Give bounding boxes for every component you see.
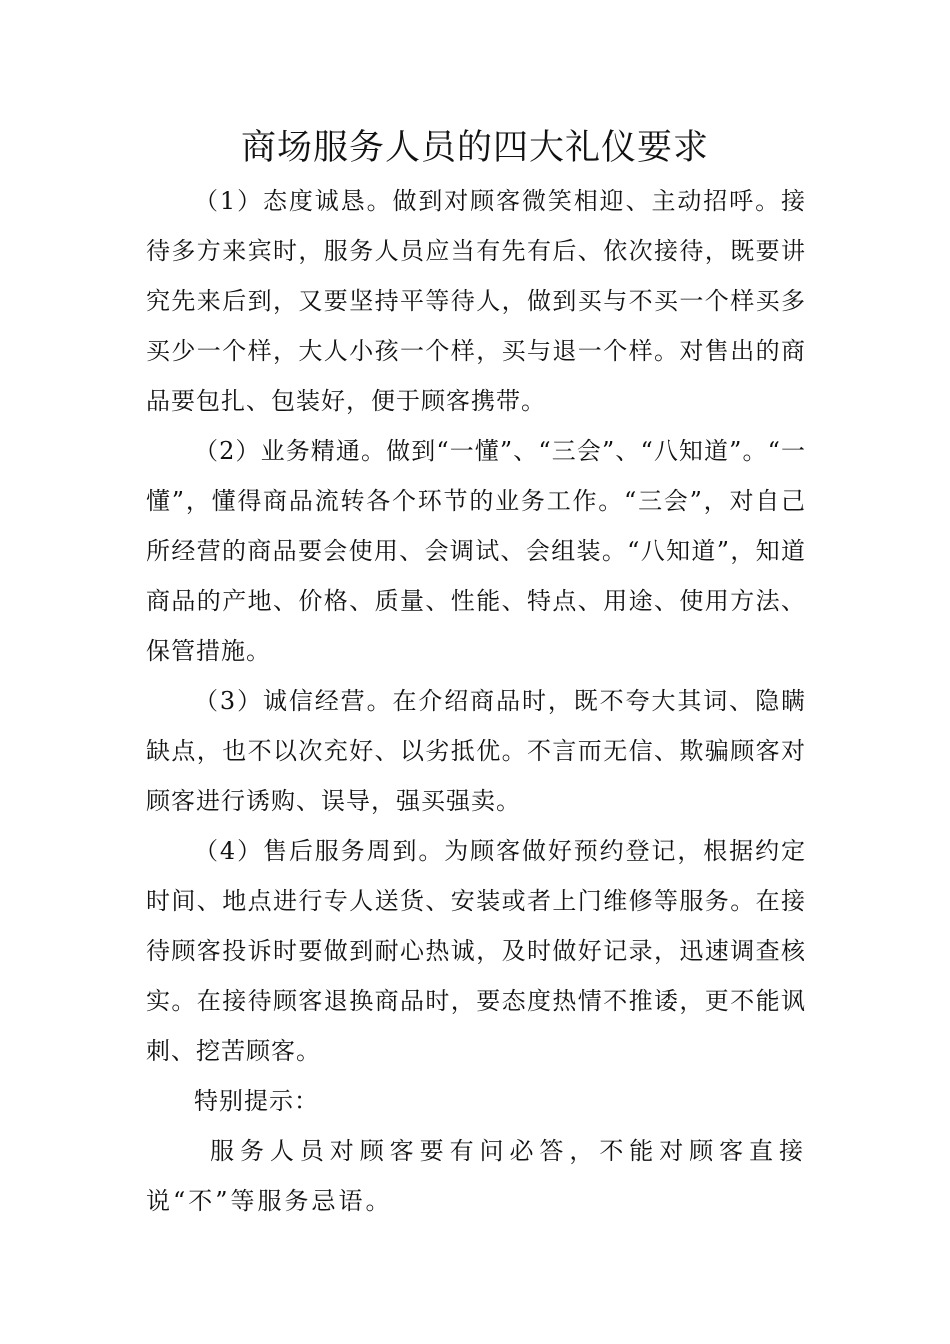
special-note-label: 特别提示： xyxy=(194,1087,319,1115)
paragraph-attitude: （1）态度诚恳。做到对顾客微笑相迎、主动招呼。接待多方来宾时，服务人员应当有先有后、依次接待，既要讲究先来后到，又要坚持平等待人，做到买与不买一个样买多买少一个样，大人小孩一个样，买与退一个样。对售出的商品要包扎、包装好，便于顾客携带。 xyxy=(146,187,806,415)
document-title: 商场服务人员的四大礼仪要求 xyxy=(240,128,709,168)
paragraph-honest-operation: （3）诚信经营。在介绍商品时，既不夸大其词、隐瞒缺点，也不以次充好、以劣抵优。不言而无信、欺骗顾客对顾客进行诱购、误导，强买强卖。 xyxy=(146,687,806,815)
paragraph-after-sales-service: （4）售后服务周到。为顾客做好预约登记，根据约定时间、地点进行专人送货、安装或者上门维修等服务。在接待顾客投诉时要做到耐心热诚，及时做好记录，迅速调查核实。在接待顾客退换商品时，要态度热情不推诿，更不能讽刺、挖苦顾客。 xyxy=(146,837,806,1065)
paragraph-business-skills: （2）业务精通。做到“一懂”、“三会”、“八知道”。“一懂”，懂得商品流转各个环节的业务工作。“三会”，对自己所经营的商品要会使用、会调试、会组装。“八知道”，知道商品的产地、价格、质量、性能、特点、用途、使用方法、保管措施。 xyxy=(146,437,806,665)
special-note-text: 服务人员对顾客要有问必答，不能对顾客直接说“不”等服务忌语。 xyxy=(146,1137,806,1215)
document-body xyxy=(146,176,806,1226)
